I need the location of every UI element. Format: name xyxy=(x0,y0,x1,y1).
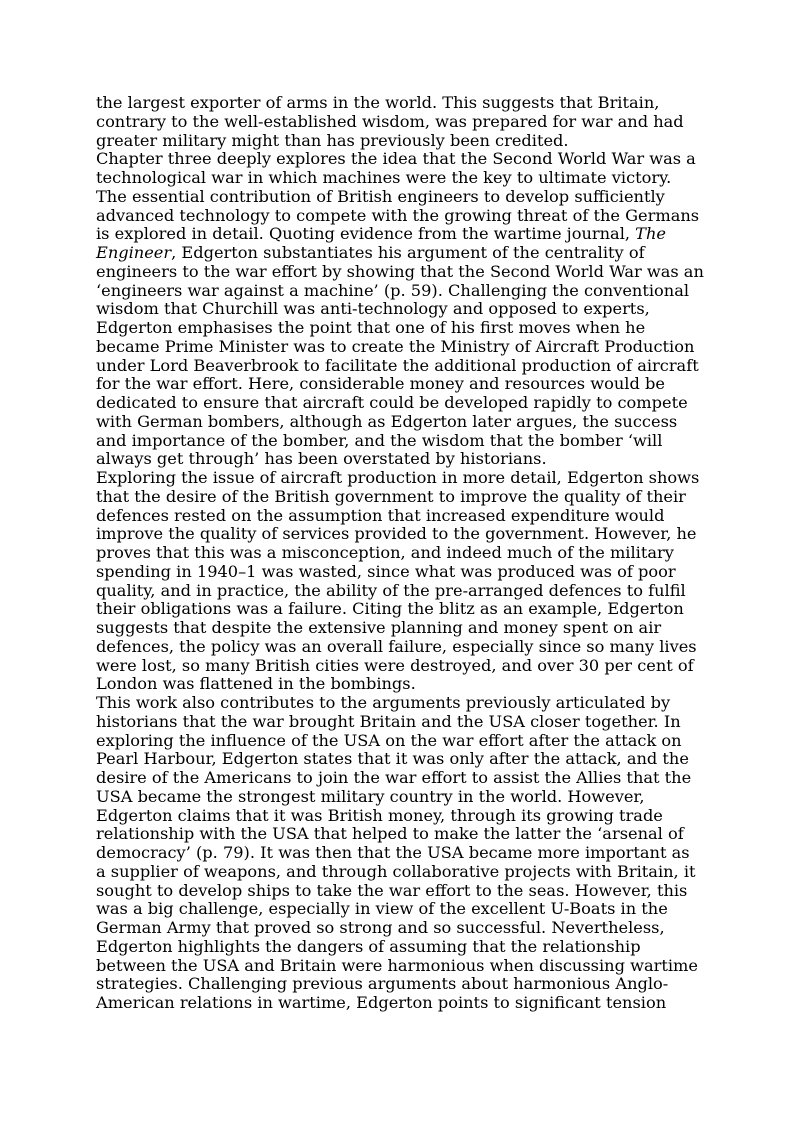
text-line xyxy=(96,244,716,263)
text-line: ‘engineers war against a machine’ (p. 59). Challenging the conventional xyxy=(96,280,690,300)
text-line: a supplier of weapons, and through collaborative projects with Britain, it xyxy=(96,861,696,881)
document-page xyxy=(96,94,716,1013)
text-line: Edgerton claims that it was British money, through its growing trade xyxy=(96,805,663,825)
paragraph-3 xyxy=(96,469,716,694)
text-line: technological war in which machines were the key to ultimate victory. xyxy=(96,168,672,187)
text-line: relationship with the USA that helped to make the latter the ‘arsenal of xyxy=(96,824,684,844)
text-line: for the war effort. Here, considerable money and resources would be xyxy=(96,374,665,394)
text-line: strategies. Challenging previous arguments about harmonious Anglo- xyxy=(96,974,669,994)
text-line: engineers to the war effort by showing that the Second World War was an xyxy=(96,261,704,281)
text-line xyxy=(96,225,716,244)
text-line: historians that the war brought Britain and the USA closer together. In xyxy=(96,711,681,731)
text-line: was a big challenge, especially in view of the excellent U-Boats in the xyxy=(96,899,668,919)
text-line: dedicated to ensure that aircraft could be developed rapidly to compete xyxy=(96,393,688,412)
text-line: that the desire of the British government to improve the quality of their xyxy=(96,486,686,506)
text-line: Edgerton emphasises the point that one of his first moves when he xyxy=(96,318,646,337)
text-line: Chapter three deeply explores the idea that the Second World War was a xyxy=(96,149,696,169)
text-line: This work also contributes to the arguments previously articulated by xyxy=(96,693,671,712)
text-line: between the USA and Britain were harmonious when discussing wartime xyxy=(96,955,698,975)
journal-title-italic: Engineer xyxy=(96,243,172,262)
text-line: The essential contribution of British engineers to develop sufficiently xyxy=(96,186,665,206)
paragraph-2 xyxy=(96,150,716,469)
text-line: sought to develop ships to take the war effort to the seas. However, this xyxy=(96,880,688,900)
text-line: desire of the Americans to join the war effort to assist the Allies that the xyxy=(96,768,692,787)
text-line: democracy’ (p. 79). It was then that the USA became more important as xyxy=(96,843,690,862)
text-line: and importance of the bomber, and the wisdom that the bomber ‘will xyxy=(96,430,663,450)
text-line: suggests that despite the extensive planning and money spent on air xyxy=(96,618,662,637)
text-line: Pearl Harbour, Edgerton states that it was only after the attack, and the xyxy=(96,749,689,769)
text-line: quality, and in practice, the ability of the pre-arranged defences to fulfil xyxy=(96,580,686,600)
journal-title-italic: The xyxy=(635,224,666,244)
text-line: London was flattened in the bombings. xyxy=(96,674,416,694)
text-line: always get through’ has been overstated by historians. xyxy=(96,449,547,469)
text-line: contrary to the well-established wisdom, was prepared for war and had xyxy=(96,111,684,131)
text-line: became Prime Minister was to create the Ministry of Aircraft Production xyxy=(96,336,695,356)
text-line: Exploring the issue of aircraft production in more detail, Edgerton shows xyxy=(96,468,700,487)
text-line: advanced technology to compete with the growing threat of the Germans xyxy=(96,205,700,225)
text-line: American relations in wartime, Edgerton points to significant tension xyxy=(96,993,667,1012)
text-line: spending in 1940–1 was wasted, since what was produced was of poor xyxy=(96,561,676,581)
text-line: USA became the strongest military country in the world. However, xyxy=(96,786,645,806)
paragraph-1 xyxy=(96,94,716,150)
text-line: proves that this was a misconception, and indeed much of the military xyxy=(96,543,674,562)
text-line: under Lord Beaverbrook to facilitate the additional production of aircraft xyxy=(96,355,699,375)
paragraph-4 xyxy=(96,694,716,1013)
text-segment: is explored in detail. Quoting evidence from the wartime journal, xyxy=(96,224,636,244)
text-segment: , Edgerton substantiates his argument of the centrality of xyxy=(171,243,645,262)
text-line: wisdom that Churchill was anti-technology and opposed to experts, xyxy=(96,299,650,319)
text-line: Edgerton highlights the dangers of assuming that the relationship xyxy=(96,936,641,956)
text-line: were lost, so many British cities were destroyed, and over 30 per cent of xyxy=(96,655,694,675)
text-line: the largest exporter of arms in the world. This suggests that Britain, xyxy=(96,93,660,112)
text-line: exploring the influence of the USA on the war effort after the attack on xyxy=(96,730,682,750)
text-line: defences, the policy was an overall failure, especially since so many lives xyxy=(96,636,697,656)
text-line: greater military might than has previously been credited. xyxy=(96,130,569,150)
text-line: with German bombers, although as Edgerton later argues, the success xyxy=(96,411,678,431)
text-line: improve the quality of services provided to the government. However, he xyxy=(96,524,697,544)
text-line: their obligations was a failure. Citing the blitz as an example, Edgerton xyxy=(96,599,684,619)
text-line: German Army that proved so strong and so successful. Nevertheless, xyxy=(96,918,665,937)
text-line: defences rested on the assumption that increased expenditure would xyxy=(96,505,665,525)
